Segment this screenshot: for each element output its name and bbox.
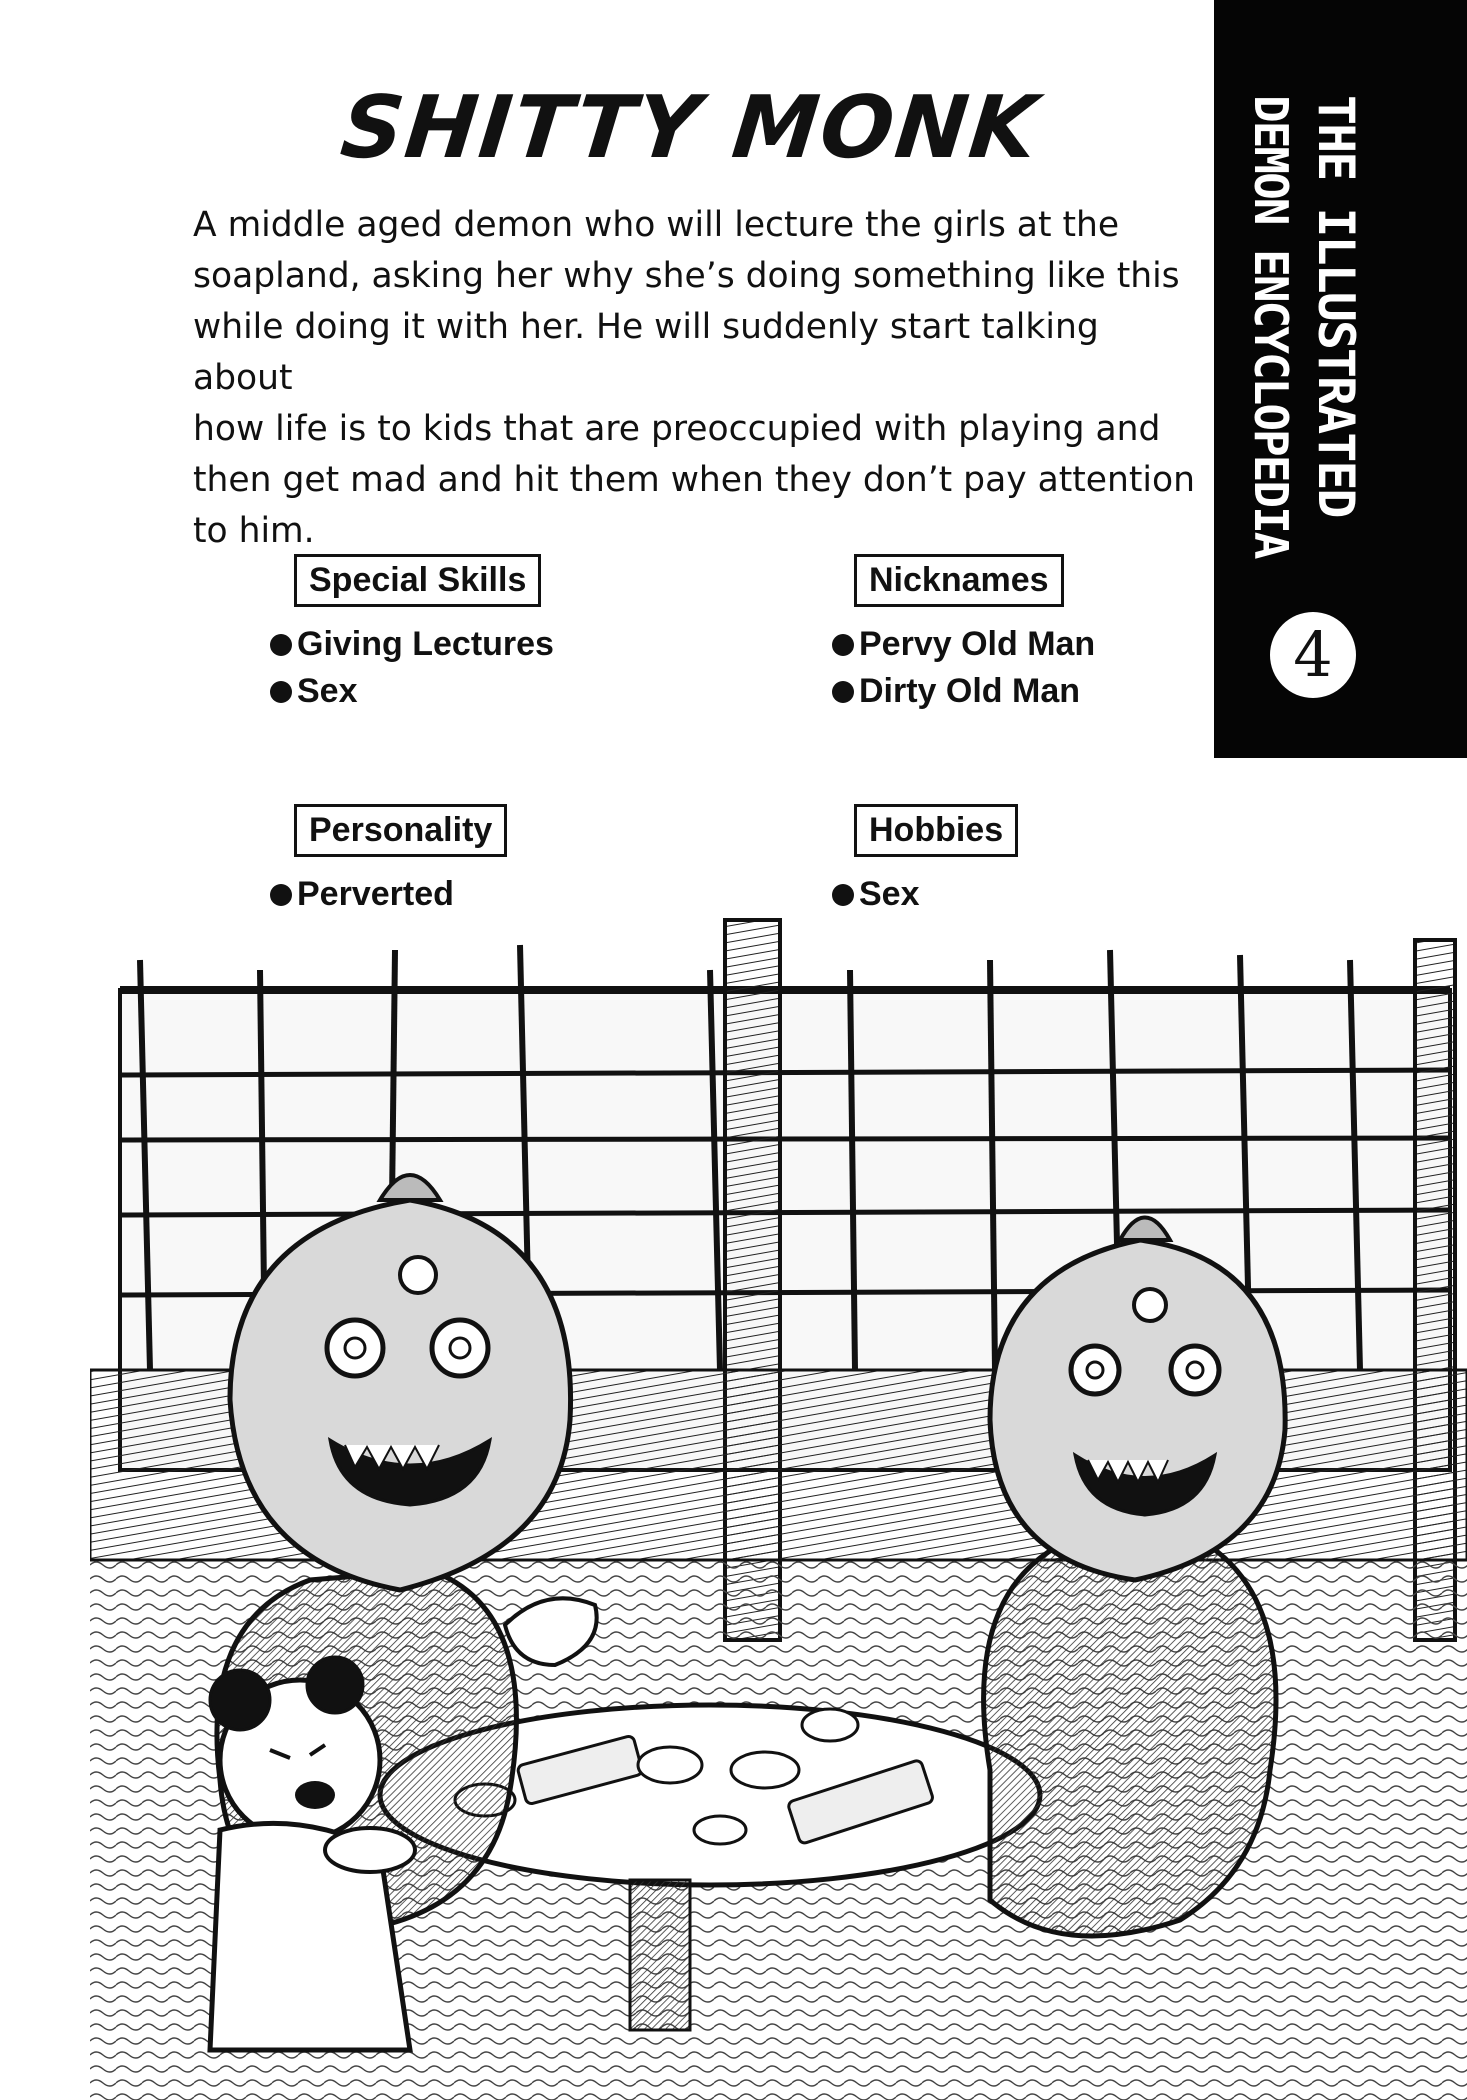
list-item [270, 668, 554, 715]
special-skills-section [270, 554, 554, 715]
nicknames-section [832, 554, 1095, 715]
special-skills-label: Special Skills [294, 554, 541, 607]
personality-label: Personality [294, 804, 507, 857]
list-item [270, 621, 554, 668]
hobbies-label: Hobbies [854, 804, 1018, 857]
description-line: then get mad and hit them when they don’t pay attention [193, 460, 1195, 500]
list-item [832, 621, 1095, 668]
list-item-text: Dirty Old Man [859, 672, 1081, 710]
nicknames-label: Nicknames [854, 554, 1064, 607]
banner-line-2: DEMON ENCYCLOPEDIA [1244, 95, 1298, 558]
list-item [832, 668, 1095, 715]
description-line: how life is to kids that are preoccupied with playing and [193, 409, 1161, 449]
list-item-text: Sex [297, 672, 358, 710]
list-item-text: Pervy Old Man [859, 625, 1096, 663]
list-item-text: Sex [859, 875, 920, 913]
banner-line-1: THE ILLUSTRATED [1307, 95, 1365, 517]
encyclopedia-banner [1214, 0, 1467, 758]
volume-number-badge: 4 [1270, 612, 1356, 698]
description-line: to him. [193, 511, 315, 551]
list-item-text: Perverted [297, 875, 454, 913]
bullet-icon [270, 634, 292, 656]
manga-illustration [90, 900, 1467, 2100]
bullet-icon [832, 634, 854, 656]
monk-demon-right [984, 1218, 1286, 1937]
description [193, 200, 1203, 557]
bullet-icon [270, 681, 292, 703]
page-title: SHITTY MONK [336, 78, 1044, 178]
description-line: soapland, asking her why she’s doing something like this [193, 256, 1180, 296]
description-line: while doing it with her. He will suddenly start talking about [193, 307, 1099, 398]
bullet-icon [832, 681, 854, 703]
description-line: A middle aged demon who will lecture the girls at the [193, 205, 1120, 245]
list-item-text: Giving Lectures [297, 625, 554, 663]
